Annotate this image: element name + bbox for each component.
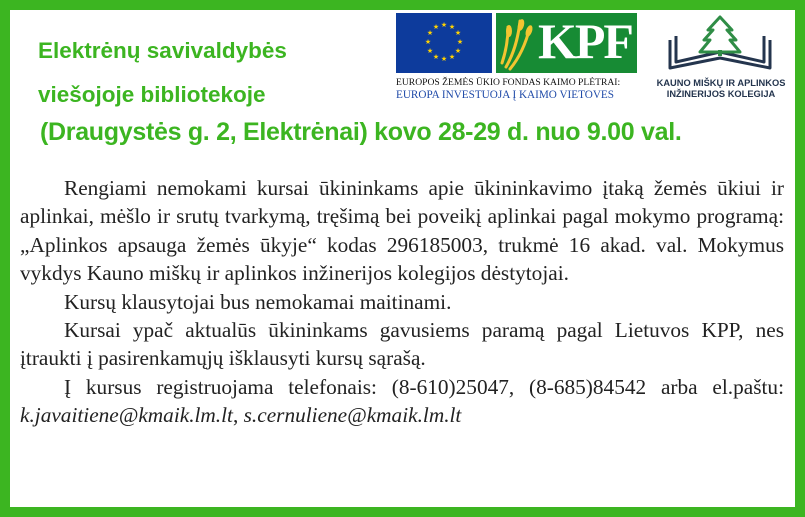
svg-text:★: ★ [424,38,432,46]
svg-text:★: ★ [426,29,434,37]
college-name [652,78,790,100]
college-name-line-2: INŽINERIJOS KOLEGIJA [666,89,776,99]
registration-text: Į kursus registruojama telefonais: (8-610)25047, (8-685)84542 arba el.paštu: [64,374,784,399]
svg-text:★: ★ [440,21,448,29]
fund-caption: EUROPOS ŽEMĖS ŪKIO FONDAS KAIMO PLĖTRAI: [396,77,621,88]
college-name-line-1: KAUNO MIŠKŲ IR APLINKOS [656,78,786,88]
fund-slogan: EUROPA INVESTUOJA Į KAIMO VIETOVES [396,89,614,101]
eu-flag-icon [396,13,492,73]
heading-line-1: Elektrėnų savivaldybės [38,38,287,63]
svg-text:★: ★ [432,23,440,31]
svg-text:★: ★ [448,53,456,61]
email-separator: , [232,403,244,428]
svg-text:★: ★ [440,55,448,63]
svg-text:★: ★ [454,29,462,37]
svg-text:★: ★ [448,23,456,31]
email-link-1[interactable]: k.javaitiene@kmaik.lm.lt [20,403,233,428]
announcement-body [20,174,784,430]
heading-date-location: (Draugystės g. 2, Elektrėnai) kovo 28-29 d. nuo 9.00 val. [40,118,682,146]
kpf-wordmark: KPF [538,13,632,69]
svg-text:★: ★ [426,47,434,55]
svg-text:★: ★ [456,38,464,46]
paragraph-meals: Kursų klausytojai bus nemokamai maitinami. [64,289,452,314]
paragraph-course-description: Rengiami nemokami kursai ūkininkams apie ūkininkavimo įtaką žemės ūkiui ir aplinkai, mėšlo ir srutų tvarkymą, tręšimą bei poveikį aplinkai pagal mokymo programą: „Aplinkos apsauga žemės ūkyje“ kodas 296185003, trukmė 16 akad. val. Mokymus vykdys Kauno miškų ir aplinkos inžinerijos kolegijos dėstytojai. [20,176,784,286]
pine-tree-book-icon [666,14,774,72]
svg-text:★: ★ [432,53,440,61]
email-link-2[interactable]: s.cernuliene@kmaik.lm.lt [243,403,462,428]
paragraph-registration [20,373,784,430]
svg-text:★: ★ [454,47,462,55]
heading-line-2: viešojoje bibliotekoje [38,82,266,107]
paragraph-relevance: Kursai ypač aktualūs ūkininkams gavusiems paramą pagal Lietuvos KPP, nes įtraukti į pasirenkamųjų išklausyti kursų sąrašą. [20,318,784,371]
